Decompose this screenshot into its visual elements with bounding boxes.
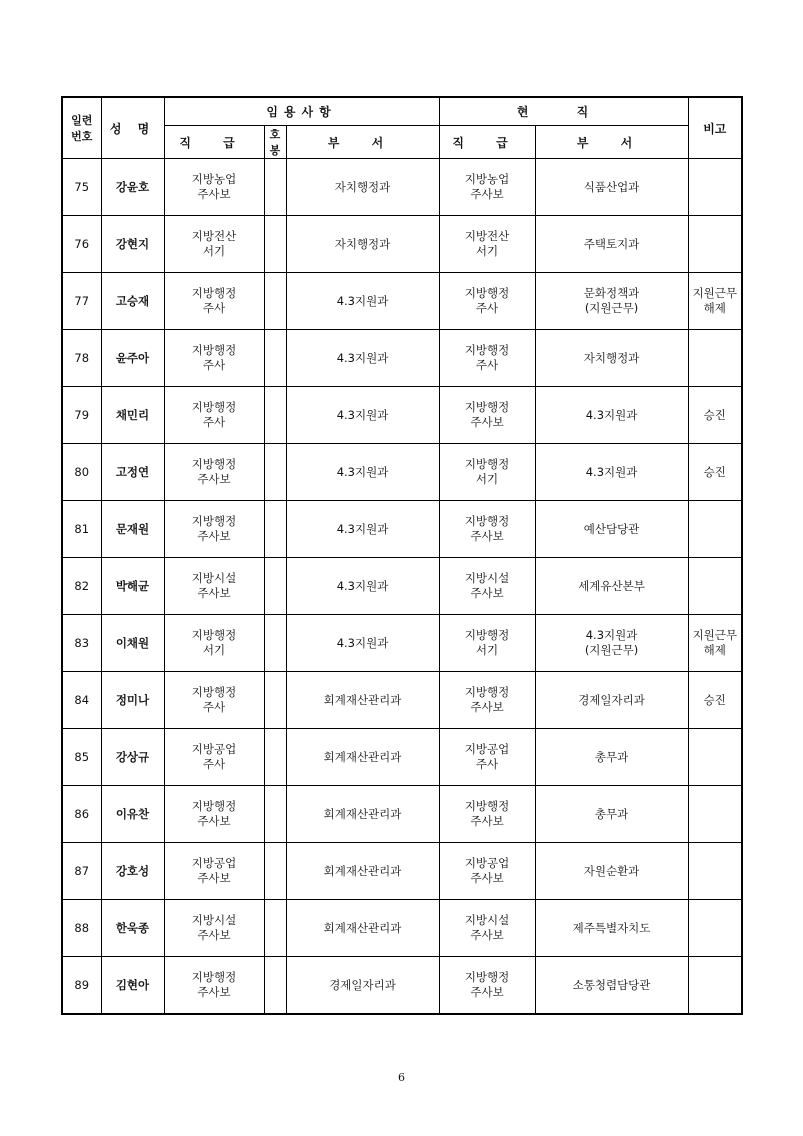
step xyxy=(264,786,286,843)
remarks xyxy=(688,558,742,615)
remarks xyxy=(688,387,742,444)
step xyxy=(264,216,286,273)
person-name: 채민리 xyxy=(101,387,164,444)
remarks xyxy=(688,330,742,387)
new-department: 회계재산관리과 xyxy=(286,672,439,729)
table-row xyxy=(62,330,742,387)
new-grade-line: 주사보 xyxy=(197,985,231,999)
current-grade-line: 서기 xyxy=(475,244,499,258)
step xyxy=(264,159,286,216)
table-row xyxy=(62,615,742,672)
current-department-line: 소통청렴담당관 xyxy=(572,977,651,992)
remarks-header: 비고 xyxy=(688,97,742,159)
serial-number: 81 xyxy=(62,501,101,558)
person-name: 강호성 xyxy=(101,843,164,900)
new-department-header: 부 서 xyxy=(286,126,439,159)
person-name: 이유찬 xyxy=(101,786,164,843)
current-department-line: 문화정책과 xyxy=(583,286,640,300)
new-department: 4.3지원과 xyxy=(286,615,439,672)
step xyxy=(264,729,286,786)
new-grade-line: 주사보 xyxy=(197,187,231,201)
step xyxy=(264,843,286,900)
serial-number-header: 일련 번호 xyxy=(62,97,101,159)
current-grade-line: 지방행정 xyxy=(464,685,510,699)
step xyxy=(264,957,286,1015)
new-grade-line: 지방행정 xyxy=(191,343,237,357)
new-grade-line: 주사 xyxy=(202,358,226,372)
new-grade-line: 지방행정 xyxy=(191,400,237,414)
table-row xyxy=(62,558,742,615)
current-grade-line: 주사 xyxy=(475,301,499,315)
page-number: 6 xyxy=(398,1071,405,1084)
step-header: 호봉 xyxy=(264,126,286,159)
remarks-line: 지원근무 xyxy=(692,286,737,300)
current-grade xyxy=(439,558,535,615)
current-grade-line: 주사보 xyxy=(470,586,504,600)
current-department xyxy=(535,387,688,444)
new-department: 자치행정과 xyxy=(286,159,439,216)
new-department: 회계재산관리과 xyxy=(286,786,439,843)
new-grade-line: 지방행정 xyxy=(191,970,237,984)
serial-number: 77 xyxy=(62,273,101,330)
remarks xyxy=(688,216,742,273)
current-grade xyxy=(439,159,535,216)
step xyxy=(264,273,286,330)
step xyxy=(264,615,286,672)
person-name: 김현아 xyxy=(101,957,164,1015)
new-department: 4.3지원과 xyxy=(286,387,439,444)
remarks xyxy=(688,900,742,957)
current-grade-line: 주사보 xyxy=(470,985,504,999)
current-grade xyxy=(439,843,535,900)
current-grade-line: 지방시설 xyxy=(464,571,510,585)
current-grade-line: 지방공업 xyxy=(464,742,510,756)
new-grade-line: 주사보 xyxy=(197,586,231,600)
person-name: 박해균 xyxy=(101,558,164,615)
current-department-line: 세계유산본부 xyxy=(578,578,645,593)
new-department: 회계재산관리과 xyxy=(286,900,439,957)
new-grade xyxy=(164,900,264,957)
new-grade-line: 지방농업 xyxy=(191,172,237,186)
appointment-table xyxy=(61,96,743,1015)
remarks xyxy=(688,501,742,558)
serial-number: 79 xyxy=(62,387,101,444)
current-department xyxy=(535,729,688,786)
new-grade-line: 주사 xyxy=(202,700,226,714)
current-department-line: 자치행정과 xyxy=(583,350,640,365)
current-department-line: 식품산업과 xyxy=(583,179,640,194)
current-grade-line: 지방전산 xyxy=(464,229,510,243)
new-grade xyxy=(164,501,264,558)
new-grade-line: 지방행정 xyxy=(191,628,237,642)
current-grade-line: 주사 xyxy=(475,757,499,771)
current-grade-line: 주사보 xyxy=(470,529,504,543)
new-grade xyxy=(164,273,264,330)
new-grade-header: 직 급 xyxy=(164,126,264,159)
remarks xyxy=(688,273,742,330)
new-department: 자치행정과 xyxy=(286,216,439,273)
new-grade xyxy=(164,330,264,387)
serial-number: 84 xyxy=(62,672,101,729)
current-department xyxy=(535,900,688,957)
current-department xyxy=(535,330,688,387)
new-grade-line: 서기 xyxy=(202,244,226,258)
new-grade-line: 주사 xyxy=(202,757,226,771)
current-grade-line: 주사보 xyxy=(470,871,504,885)
current-department-line: (지원근무) xyxy=(584,643,639,657)
remarks xyxy=(688,786,742,843)
remarks-line: 승진 xyxy=(703,464,726,479)
new-grade-line: 서기 xyxy=(202,643,226,657)
new-grade-line: 주사보 xyxy=(197,871,231,885)
new-grade xyxy=(164,159,264,216)
current-grade xyxy=(439,216,535,273)
table-row xyxy=(62,729,742,786)
serial-number: 76 xyxy=(62,216,101,273)
new-grade xyxy=(164,957,264,1015)
new-grade-line: 주사보 xyxy=(197,814,231,828)
table-row xyxy=(62,786,742,843)
current-department-line: 4.3지원과 xyxy=(585,464,638,479)
current-grade xyxy=(439,729,535,786)
current-grade-line: 주사보 xyxy=(470,415,504,429)
serial-number: 89 xyxy=(62,957,101,1015)
new-grade-line: 지방공업 xyxy=(191,742,237,756)
current-grade-line: 지방공업 xyxy=(464,856,510,870)
serial-number: 82 xyxy=(62,558,101,615)
new-grade-line: 지방행정 xyxy=(191,457,237,471)
current-grade xyxy=(439,387,535,444)
new-grade-line: 주사보 xyxy=(197,928,231,942)
current-department-line: 경제일자리과 xyxy=(578,692,645,707)
person-name: 강현지 xyxy=(101,216,164,273)
new-grade-line: 지방행정 xyxy=(191,799,237,813)
current-department xyxy=(535,786,688,843)
new-grade xyxy=(164,444,264,501)
new-department: 4.3지원과 xyxy=(286,558,439,615)
current-grade-line: 주사보 xyxy=(470,187,504,201)
remarks-line: 승진 xyxy=(703,692,726,707)
step xyxy=(264,501,286,558)
step xyxy=(264,900,286,957)
person-name: 고승재 xyxy=(101,273,164,330)
current-department-line: 제주특별자치도 xyxy=(572,920,651,935)
new-department: 4.3지원과 xyxy=(286,501,439,558)
table-row xyxy=(62,900,742,957)
current-department xyxy=(535,501,688,558)
table-row xyxy=(62,444,742,501)
current-grade-line: 지방행정 xyxy=(464,514,510,528)
current-grade xyxy=(439,672,535,729)
person-name: 고정연 xyxy=(101,444,164,501)
new-department: 회계재산관리과 xyxy=(286,843,439,900)
new-grade-line: 지방행정 xyxy=(191,514,237,528)
current-grade xyxy=(439,615,535,672)
current-grade xyxy=(439,957,535,1015)
table-row xyxy=(62,159,742,216)
current-department xyxy=(535,216,688,273)
current-grade-line: 지방행정 xyxy=(464,400,510,414)
step xyxy=(264,558,286,615)
current-department xyxy=(535,273,688,330)
current-grade xyxy=(439,900,535,957)
step xyxy=(264,330,286,387)
table-row xyxy=(62,957,742,1015)
current-grade-line: 지방행정 xyxy=(464,286,510,300)
new-grade-line: 주사보 xyxy=(197,529,231,543)
current-department-header: 부 서 xyxy=(535,126,688,159)
remarks xyxy=(688,843,742,900)
new-grade xyxy=(164,216,264,273)
new-grade xyxy=(164,387,264,444)
table-row xyxy=(62,387,742,444)
current-grade-line: 주사 xyxy=(475,358,499,372)
new-grade xyxy=(164,558,264,615)
current-grade-line: 지방농업 xyxy=(464,172,510,186)
remarks xyxy=(688,729,742,786)
step xyxy=(264,444,286,501)
new-grade-line: 지방행정 xyxy=(191,685,237,699)
remarks xyxy=(688,957,742,1015)
remarks-line: 승진 xyxy=(703,407,726,422)
remarks-line: 해제 xyxy=(703,643,726,657)
new-grade xyxy=(164,729,264,786)
table-row xyxy=(62,672,742,729)
new-grade-line: 지방공업 xyxy=(191,856,237,870)
remarks-line: 해제 xyxy=(703,301,726,315)
new-grade xyxy=(164,786,264,843)
current-department xyxy=(535,957,688,1015)
serial-number: 78 xyxy=(62,330,101,387)
person-name: 이채원 xyxy=(101,615,164,672)
current-department xyxy=(535,615,688,672)
new-department: 경제일자리과 xyxy=(286,957,439,1015)
person-name: 윤주아 xyxy=(101,330,164,387)
current-department xyxy=(535,843,688,900)
new-department: 4.3지원과 xyxy=(286,330,439,387)
current-grade xyxy=(439,330,535,387)
name-header: 성 명 xyxy=(101,97,164,159)
new-grade-line: 주사 xyxy=(202,301,226,315)
serial-number: 85 xyxy=(62,729,101,786)
current-grade-line: 주사보 xyxy=(470,928,504,942)
serial-number: 75 xyxy=(62,159,101,216)
current-grade-line: 지방행정 xyxy=(464,628,510,642)
current-grade-line: 서기 xyxy=(475,472,499,486)
new-grade-line: 지방행정 xyxy=(191,286,237,300)
person-name: 문재원 xyxy=(101,501,164,558)
current-grade-line: 지방행정 xyxy=(464,343,510,357)
table-body xyxy=(62,159,742,1015)
current-grade-line: 주사보 xyxy=(470,814,504,828)
remarks xyxy=(688,159,742,216)
new-department: 4.3지원과 xyxy=(286,273,439,330)
remarks xyxy=(688,615,742,672)
current-department xyxy=(535,672,688,729)
current-grade xyxy=(439,273,535,330)
current-grade-line: 지방행정 xyxy=(464,457,510,471)
new-grade xyxy=(164,615,264,672)
new-grade-line: 주사보 xyxy=(197,472,231,486)
current-grade-line: 서기 xyxy=(475,643,499,657)
new-grade-line: 주사 xyxy=(202,415,226,429)
current-department-line: 자원순환과 xyxy=(583,863,640,878)
step xyxy=(264,672,286,729)
table-row xyxy=(62,501,742,558)
serial-number: 80 xyxy=(62,444,101,501)
current-position-header: 현 직 xyxy=(439,97,688,126)
current-grade-line: 주사보 xyxy=(470,700,504,714)
current-grade xyxy=(439,786,535,843)
person-name: 강윤호 xyxy=(101,159,164,216)
remarks-line: 지원근무 xyxy=(692,628,737,642)
new-grade-line: 지방시설 xyxy=(191,571,237,585)
current-department xyxy=(535,444,688,501)
person-name: 강상규 xyxy=(101,729,164,786)
new-grade-line: 지방시설 xyxy=(191,913,237,927)
new-grade-line: 지방전산 xyxy=(191,229,237,243)
current-department-line: 예산담당관 xyxy=(583,521,640,536)
current-department-line: 주택토지과 xyxy=(583,236,640,251)
serial-number: 86 xyxy=(62,786,101,843)
table-row xyxy=(62,216,742,273)
current-grade xyxy=(439,501,535,558)
new-department: 회계재산관리과 xyxy=(286,729,439,786)
person-name: 정미나 xyxy=(101,672,164,729)
current-department xyxy=(535,558,688,615)
serial-number: 83 xyxy=(62,615,101,672)
table-row xyxy=(62,273,742,330)
new-grade xyxy=(164,843,264,900)
current-department-line: 4.3지원과 xyxy=(585,628,638,642)
remarks xyxy=(688,672,742,729)
current-department xyxy=(535,159,688,216)
new-department: 4.3지원과 xyxy=(286,444,439,501)
current-grade-line: 지방행정 xyxy=(464,799,510,813)
remarks xyxy=(688,444,742,501)
serial-number: 88 xyxy=(62,900,101,957)
new-grade xyxy=(164,672,264,729)
current-department-line: (지원근무) xyxy=(584,301,639,315)
serial-number: 87 xyxy=(62,843,101,900)
step xyxy=(264,387,286,444)
current-grade-header: 직 급 xyxy=(439,126,535,159)
person-name: 한욱종 xyxy=(101,900,164,957)
appointment-header: 임용사항 xyxy=(164,97,439,126)
current-grade-line: 지방행정 xyxy=(464,970,510,984)
current-grade xyxy=(439,444,535,501)
current-department-line: 4.3지원과 xyxy=(585,407,638,422)
current-department-line: 총무과 xyxy=(594,806,629,821)
current-department-line: 총무과 xyxy=(594,749,629,764)
current-grade-line: 지방시설 xyxy=(464,913,510,927)
table-row xyxy=(62,843,742,900)
